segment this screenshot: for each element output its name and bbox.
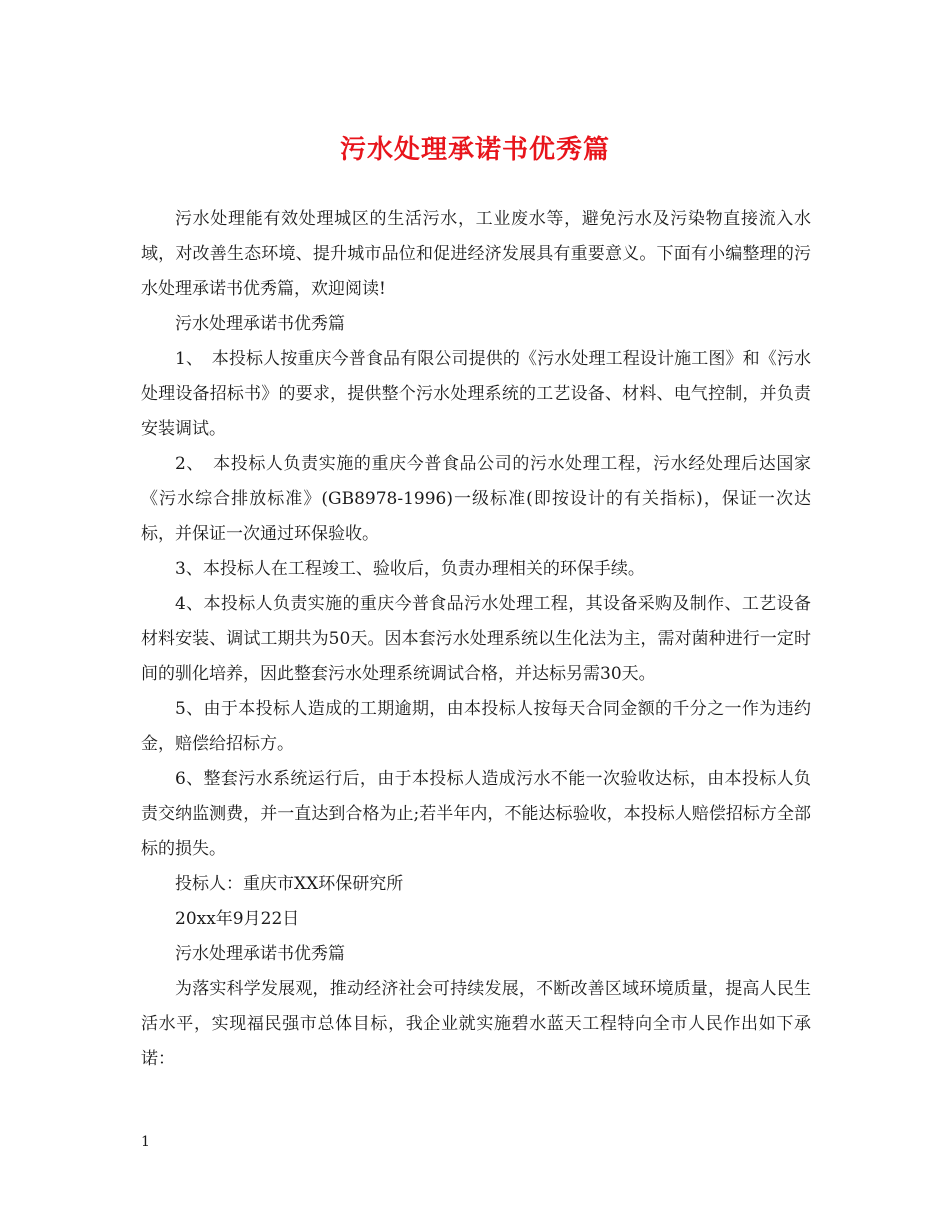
document-title: 污水处理承诺书优秀篇 bbox=[339, 135, 610, 165]
paragraph-item-1: 1、 本投标人按重庆今普食品有限公司提供的《污水处理工程设计施工图》和《污水处理设备招标书》的要求，提供整个污水处理系统的工艺设备、材料、电气控制，并负责安装调试。 bbox=[141, 349, 811, 439]
paragraph-item-4: 4、本投标人负责实施的重庆今普食品污水处理工程，其设备采购及制作、工艺设备材料安装、调试工期共为50天。因本套污水处理系统以生化法为主，需对菌种进行一定时间的驯化培养，因此整套污水处理系统调试合格，并达标另需30天。 bbox=[141, 594, 811, 684]
paragraph-item-5: 5、由于本投标人造成的工期逾期，由本投标人按每天合同金额的千分之一作为违约金，赔偿给招标方。 bbox=[141, 699, 811, 754]
section-heading-2: 污水处理承诺书优秀篇 bbox=[175, 944, 345, 964]
document-body bbox=[141, 202, 811, 1077]
document-date: 20xx年9月22日 bbox=[175, 909, 300, 929]
paragraph-item-2: 2、 本投标人负责实施的重庆今普食品公司的污水处理工程，污水经处理后达国家《污水综合排放标准》(GB8978-1996)一级标准(即按设计的有关指标)，保证一次达标，并保证一次通过环保验收。 bbox=[141, 454, 811, 544]
paragraph-intro: 污水处理能有效处理城区的生活污水，工业废水等，避免污水及污染物直接流入水域，对改善生态环境、提升城市品位和促进经济发展具有重要意义。下面有小编整理的污水处理承诺书优秀篇，欢迎阅读! bbox=[141, 209, 811, 299]
bidder-signature: 投标人：重庆市XX环保研究所 bbox=[175, 874, 404, 894]
paragraph-item-3: 3、本投标人在工程竣工、验收后，负责办理相关的环保手续。 bbox=[175, 559, 645, 579]
page-number: 1 bbox=[141, 1134, 150, 1150]
paragraph-item-6: 6、整套污水系统运行后，由于本投标人造成污水不能一次验收达标，由本投标人负责交纳监测费，并一直达到合格为止;若半年内，不能达标验收，本投标人赔偿招标方全部标的损失。 bbox=[141, 769, 811, 859]
section-heading-1: 污水处理承诺书优秀篇 bbox=[175, 314, 345, 334]
paragraph-commitment-intro: 为落实科学发展观，推动经济社会可持续发展，不断改善区域环境质量，提高人民生活水平，实现福民强市总体目标，我企业就实施碧水蓝天工程特向全市人民作出如下承诺： bbox=[141, 979, 811, 1069]
